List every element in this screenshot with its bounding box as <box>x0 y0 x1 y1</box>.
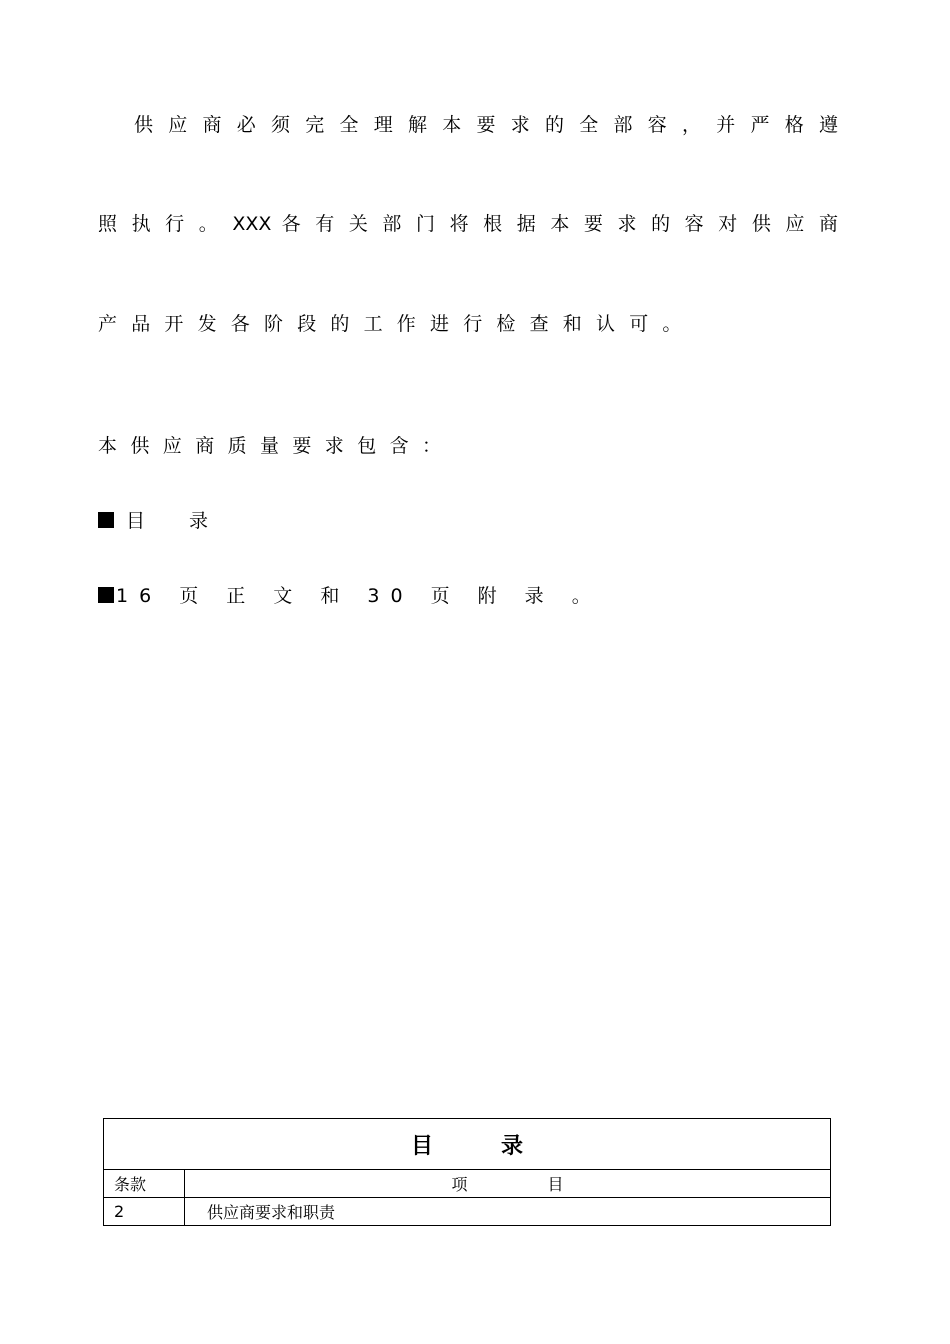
toc-header-item <box>185 1170 831 1198</box>
toc-header-clause: 条款 <box>104 1170 185 1198</box>
square-bullet-icon <box>98 587 114 603</box>
toc-header-item-char1: 项 <box>451 1175 468 1194</box>
paragraph-line-1: 供 应 商 必 须 完 全 理 解 本 要 求 的 全 部 容 ， 并 严 格 遵 <box>134 114 838 136</box>
bullet-item-toc-char1: 目 <box>126 510 146 532</box>
bullet-item-pages <box>98 584 602 608</box>
bullet-item-toc-char2: 录 <box>189 510 209 532</box>
paragraph-line-2: 照 执 行 。 XXX 各 有 关 部 门 将 根 据 本 要 求 的 容 对 供 应 商 <box>98 213 838 235</box>
table-row <box>104 1198 831 1226</box>
toc-header-item-char2: 目 <box>547 1175 564 1194</box>
bullet-item-toc <box>98 509 208 533</box>
toc-title-char2: 录 <box>501 1133 524 1159</box>
toc-row-clause: 2 <box>104 1198 185 1226</box>
toc-row-item: 供应商要求和职责 <box>185 1198 831 1226</box>
square-bullet-icon <box>98 512 114 528</box>
paragraph-line-3: 产品开发各阶段的工作进行检查和认可。 <box>98 313 696 335</box>
contents-intro: 本供应商质量要求包含： <box>98 435 455 457</box>
bullet-item-pages-text: 16 页 正 文 和 30 页 附 录 。 <box>116 585 602 607</box>
toc-title <box>104 1119 831 1170</box>
toc-table <box>103 1118 831 1226</box>
toc-title-char1: 目 <box>410 1133 433 1159</box>
